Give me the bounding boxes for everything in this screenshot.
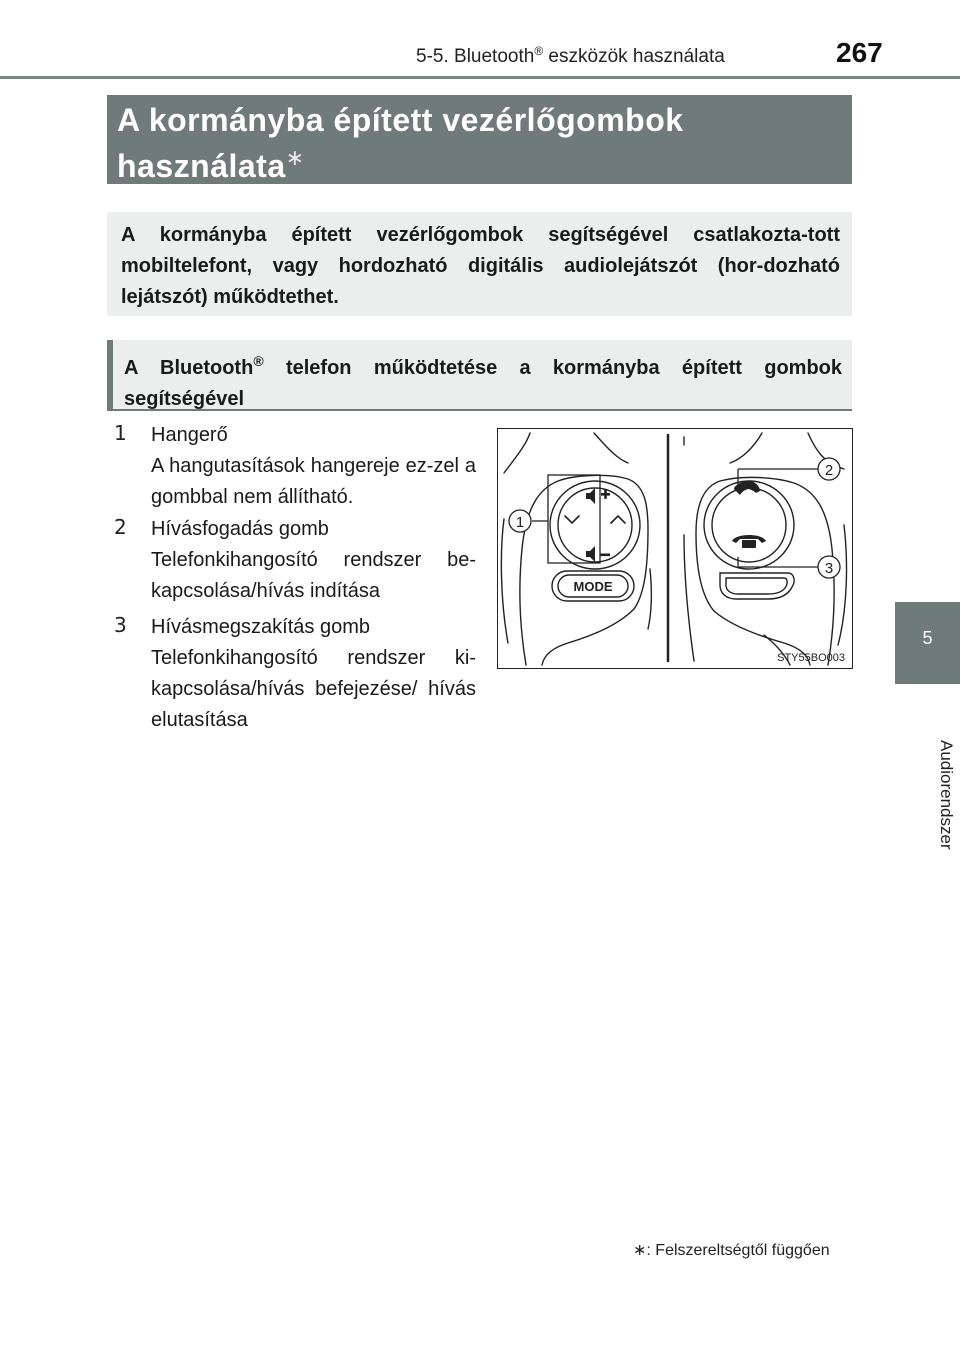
footnote-text: : Felszereltségtől függően: [646, 1242, 830, 1259]
page-number: 267: [836, 37, 883, 68]
item-description: A hangutasítások hangereje ez-zel a gombbal nem állítható.: [151, 455, 476, 508]
subheading: [124, 346, 842, 415]
list-item-answer: [114, 514, 476, 607]
list-item-hangup: [114, 612, 476, 736]
item-number: 2: [114, 515, 127, 539]
illustration-svg: [498, 429, 851, 667]
item-title: Hívásmegszakítás gomb: [151, 616, 370, 638]
chapter-number: 5: [922, 628, 933, 648]
page-title-text: A kormányba épített vezérlőgombok használata: [117, 102, 684, 184]
footnote-marker: ∗: [633, 1242, 647, 1259]
item-description: Telefonkihangosító rendszer ki-kapcsolása/hívás befejezése/ hívás elutasítása: [151, 647, 476, 731]
header-section-title: 5-5. Bluetooth: [416, 46, 535, 67]
footnote: [633, 1240, 830, 1260]
running-header: [416, 44, 725, 68]
item-description: Telefonkihangosító rendszer be-kapcsolása/hívás indítása: [151, 549, 476, 602]
item-title: Hangerő: [151, 424, 228, 446]
callout-2: 2: [824, 462, 834, 479]
callout-1: 1: [515, 514, 525, 531]
steering-switch-illustration: [497, 428, 853, 669]
item-title: Hívásfogadás gomb: [151, 518, 329, 540]
header-section-rest: eszközök használata: [543, 46, 725, 67]
item-number: 1: [114, 421, 127, 445]
chapter-label: Audiorendszer: [937, 740, 956, 850]
header-divider: [0, 76, 960, 79]
callout-3: 3: [824, 560, 834, 577]
mode-label: MODE: [573, 579, 613, 594]
subheading-registered-mark: ®: [253, 353, 264, 369]
intro-text: A kormányba épített vezérlőgombok segítségével csatlakozta-tott mobiltelefont, vagy hordozható digitális audiolejátszót (hor-dozható lejátszót) működtethet.: [121, 224, 840, 308]
subheading-part2: telefon működtetése a kormányba épített gombok segítségével: [124, 357, 843, 410]
figure-code: STY55BO003: [777, 652, 845, 664]
title-asterisk: ∗: [285, 145, 305, 170]
registered-mark: ®: [534, 44, 544, 58]
item-number: 3: [114, 613, 127, 637]
page-title: [117, 102, 837, 185]
list-item-volume: [114, 420, 476, 513]
subheading-part1: A Bluetooth: [124, 357, 254, 379]
